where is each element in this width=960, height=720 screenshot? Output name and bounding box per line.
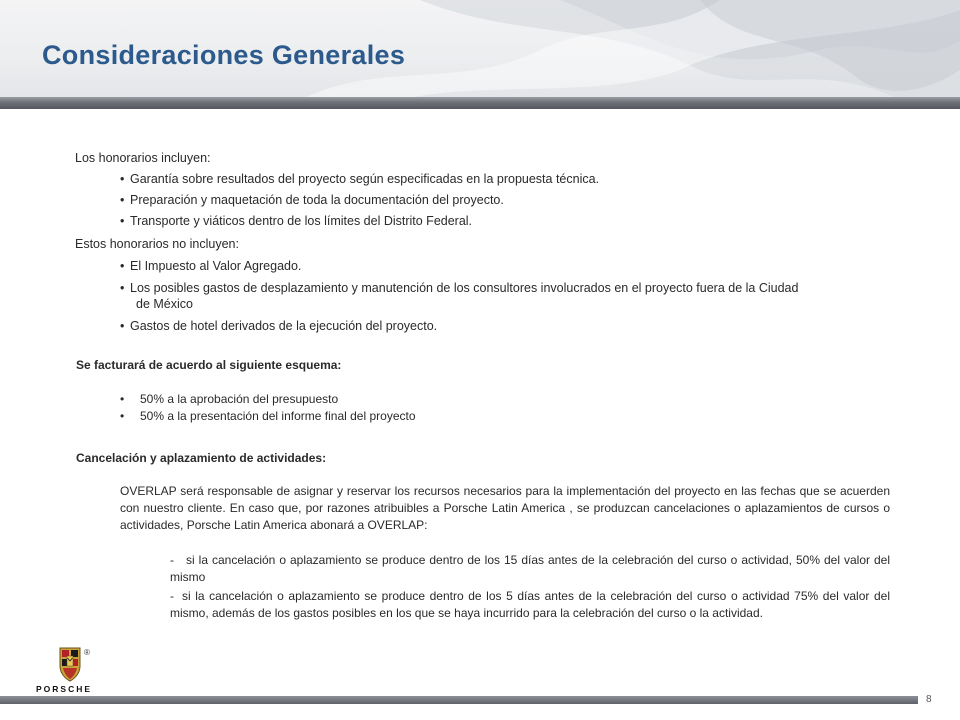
brand-wordmark: PORSCHE	[36, 684, 93, 694]
list-item: • 50% a la aprobación del presupuesto	[120, 392, 339, 406]
list-item: • Gastos de hotel derivados de la ejecución del proyecto.	[120, 319, 438, 333]
list-item: - si la cancelación o aplazamiento se produce dentro de los 5 días antes de la celebración del curso o actividad 75% del valor del mismo, además de los gastos posibles en los que se haya incurrido para la celebración del curso o la actividad.	[170, 589, 890, 620]
header-divider	[0, 97, 960, 109]
list-item: • Transporte y viáticos dentro de los límites del Distrito Federal.	[120, 214, 473, 228]
porsche-logo	[34, 646, 114, 694]
footer-divider	[0, 696, 918, 704]
excludes-heading: Estos honorarios no incluyen:	[75, 237, 239, 251]
page-title: Consideraciones Generales	[42, 40, 406, 70]
cancellation-paragraph: OVERLAP será responsable de asignar y reservar los recursos necesarios para la implementación del proyecto en las fechas que se acuerden con nuestro cliente. En caso que, por razones atribuibles a Porsche Latin America , se produzcan cancelaciones o aplazamientos de cursos o actividades, Porsche Latin America abonará a OVERLAP:	[120, 484, 890, 532]
list-item: • Garantía sobre resultados del proyecto según especificadas en la propuesta técnica.	[120, 172, 600, 186]
slide-header	[0, 0, 960, 100]
billing-heading: Se facturará de acuerdo al siguiente esquema:	[76, 358, 342, 372]
page-number: 8	[926, 694, 932, 705]
includes-heading: Los honorarios incluyen:	[75, 151, 211, 165]
list-item: • El Impuesto al Valor Agregado.	[120, 259, 302, 273]
list-item-continuation: de México	[136, 297, 193, 311]
list-item: - si la cancelación o aplazamiento se produce dentro de los 15 días antes de la celebración del curso o actividad, 50% del valor del mismo	[170, 553, 890, 584]
list-item: • 50% a la presentación del informe final del proyecto	[120, 409, 416, 423]
list-item: • Preparación y maquetación de toda la documentación del proyecto.	[120, 193, 504, 207]
registered-mark: ®	[84, 648, 90, 657]
cancellation-heading: Cancelación y aplazamiento de actividades:	[76, 451, 327, 465]
list-item: • Los posibles gastos de desplazamiento y manutención de los consultores involucrados en el proyecto fuera de la Ciudad	[120, 281, 799, 295]
